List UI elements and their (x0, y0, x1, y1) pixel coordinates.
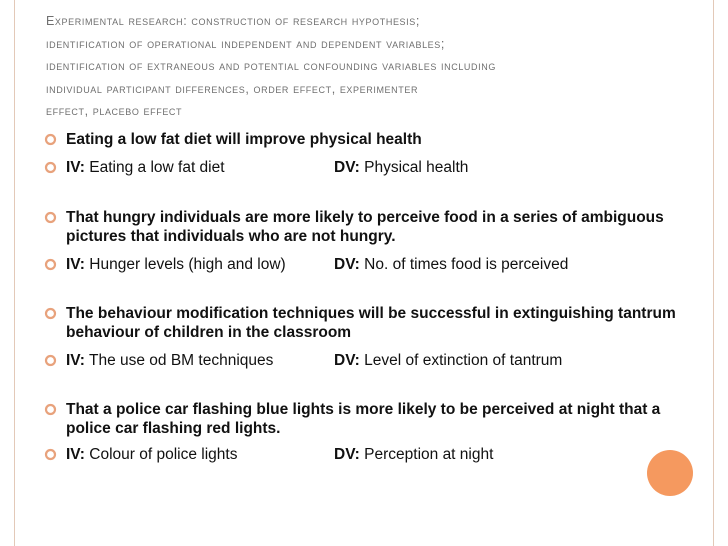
circle-bullet-icon (44, 354, 57, 367)
dv-label: DV: (334, 256, 360, 273)
dv-value: No. of times food is perceived (364, 256, 569, 273)
circle-bullet-icon (44, 448, 57, 461)
iv-label: IV: (66, 159, 85, 176)
title-line: individual participant differences, order effect, experimenter (46, 81, 419, 96)
title-line: effect, placebo effect (46, 104, 183, 118)
dv-value: Level of extinction of tantrum (364, 352, 563, 369)
title-line: identification of extraneous and potential confounding variables including (46, 59, 496, 73)
dv-value: Physical health (364, 159, 469, 176)
circle-bullet-icon (44, 307, 57, 320)
title-line: Experimental research: construction of research hypothesis; (46, 14, 420, 28)
hypothesis-text: The behaviour modification techniques will be successful in extinguishing tantrum behaviour of children in the classroom (66, 305, 676, 341)
iv-value: Eating a low fat diet (89, 159, 225, 176)
hypothesis-text: Eating a low fat diet will improve physical health (66, 131, 422, 148)
iv-value: Colour of police lights (89, 446, 238, 463)
iv-value: Hunger levels (high and low) (89, 256, 286, 273)
circle-bullet-icon (44, 161, 57, 174)
circle-bullet-icon (44, 211, 57, 224)
dv-value: Perception at night (364, 446, 494, 463)
circle-bullet-icon (44, 403, 57, 416)
decorative-circle (647, 450, 693, 496)
slide-title (46, 10, 706, 123)
hypothesis-text: That a police car flashing blue lights is more likely to be perceived at night that a police car flashing red lights. (66, 401, 661, 437)
circle-bullet-icon (44, 133, 57, 146)
iv-label: IV: (66, 352, 85, 369)
circle-bullet-icon (44, 258, 57, 271)
dv-label: DV: (334, 352, 360, 369)
iv-label: IV: (66, 446, 85, 463)
iv-value: The use od BM techniques (88, 352, 274, 369)
dv-label: DV: (334, 159, 360, 176)
iv-label: IV: (66, 256, 85, 273)
title-line: identification of operational independent and dependent variables; (46, 36, 445, 51)
hypothesis-text: That hungry individuals are more likely to perceive food in a series of ambiguous pictures that individuals who are not hungry. (66, 209, 664, 245)
dv-label: DV: (334, 446, 360, 463)
